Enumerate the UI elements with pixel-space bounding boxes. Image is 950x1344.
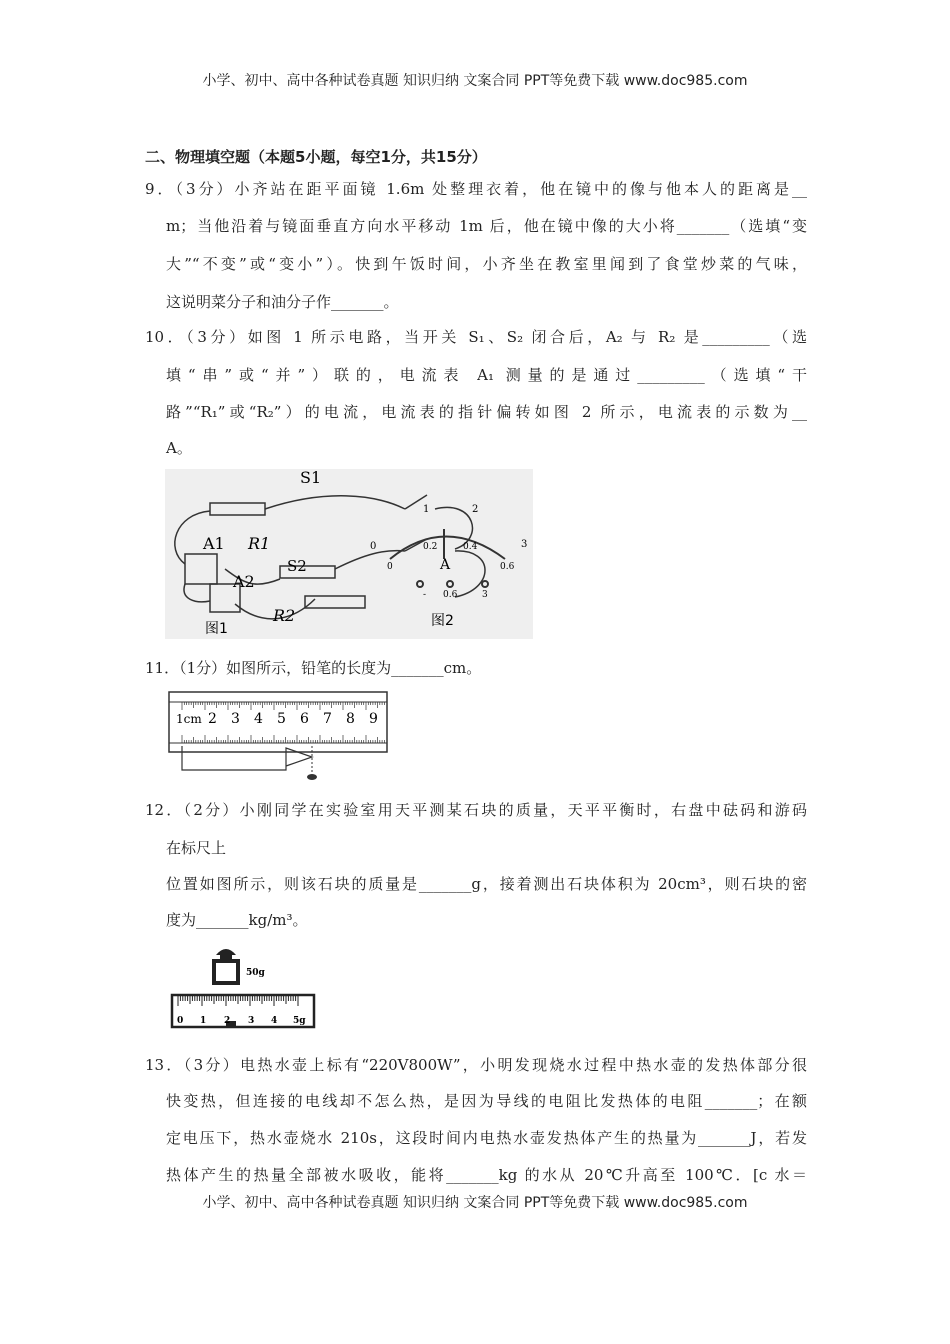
label-a1: A1 (203, 534, 225, 553)
q9-line-1: 9．（3分）小齐站在距平面镜 1.6m 处整理衣着，他在镜中的像与他本人的距离是__ (145, 180, 807, 198)
scale-label-2: 2 (224, 1016, 231, 1026)
q10-line-4: A。 (166, 439, 192, 457)
meter-btick-1: 0.2 (423, 542, 438, 552)
ruler-figure (168, 690, 390, 782)
ruler-diagram (168, 690, 390, 782)
q13-line-2: 快变热，但连接的电线却不怎么热，是因为导线的电阻比发热体的电阻_______；在额 (166, 1092, 807, 1110)
q9-line-4: 这说明菜分子和油分子作_______。 (166, 293, 399, 311)
meter-tick-0: 0 (370, 541, 377, 552)
q13-line-3: 定电压下，热水壶烧水 210s，这段时间内电热水壶发热体产生的热量为_______J，若发 (166, 1129, 807, 1147)
terminal-3: 3 (482, 590, 488, 600)
label-r2: R2 (273, 606, 296, 625)
terminal-neg: - (423, 590, 427, 600)
label-r1: R1 (248, 534, 271, 553)
scale-label-4: 4 (271, 1016, 278, 1026)
ruler-label-3: 3 (231, 711, 240, 727)
ruler-label-2: 2 (208, 711, 217, 727)
scale-label-3: 3 (248, 1016, 255, 1026)
balance-diagram (168, 943, 318, 1033)
meter-unit: A (440, 557, 451, 573)
q10-line-1: 10．（3分）如图 1 所示电路，当开关 S₁、S₂ 闭合后，A₂ 与 R₂ 是_________（选 (145, 328, 807, 346)
ruler-label-4: 4 (254, 711, 263, 727)
q12-line-2: 在标尺上 (166, 839, 227, 857)
meter-btick-0: 0 (387, 562, 393, 572)
ruler-label-6: 6 (300, 711, 309, 727)
q10-line-2: 填“串”或“并”）联的，电流表 A₁ 测量的是通过_________（选填“干 (166, 366, 807, 384)
meter-tick-3: 3 (521, 539, 528, 550)
q9-line-3: 大”“不变”或“变小”）。快到午饭时间，小齐坐在教室里闻到了食堂炒菜的气味， (166, 255, 807, 273)
q12-line-3: 位置如图所示，则该石块的质量是_______g，接着测出石块体积为 20cm³，则石块的密 (166, 875, 807, 893)
q10-line-3: 路”“R₁”或“R₂”）的电流，电流表的指针偏转如图 2 所示，电流表的示数为__ (166, 403, 807, 421)
meter-btick-3: 0.6 (500, 562, 515, 572)
ruler-label-5: 5 (277, 711, 286, 727)
circuit-diagram (165, 469, 533, 639)
q12-line-1: 12．（2分）小刚同学在实验室用天平测某石块的质量，天平平衡时，右盘中砝码和游码 (145, 801, 807, 819)
scale-label-1: 1 (200, 1016, 207, 1026)
fig1-label: 图1 (205, 621, 228, 637)
meter-btick-2: 0.4 (463, 542, 478, 552)
q12-line-4: 度为_______kg/m³。 (166, 911, 308, 929)
page-footer: 小学、初中、高中各种试卷真题 知识归纳 文案合同 PPT等免费下载 www.doc985.com (202, 1195, 748, 1211)
ruler-label-9: 9 (369, 711, 378, 727)
ruler-label-1: 1cm (176, 712, 202, 726)
ruler-label-8: 8 (346, 711, 355, 727)
scale-label-5: 5g (293, 1016, 306, 1026)
q11-line: 11．（1分）如图所示，铅笔的长度为_______cm。 (145, 659, 482, 677)
label-s1: S1 (300, 469, 322, 487)
fig2-label: 图2 (431, 613, 454, 629)
q9-line-2: m；当他沿着与镜面垂直方向水平移动 1m 后，他在镜中像的大小将_______（选填“变 (166, 217, 807, 235)
section-title: 二、物理填空题（本题5小题，每空1分，共15分） (145, 148, 487, 166)
meter-tick-1: 1 (423, 504, 430, 515)
terminal-06: 0.6 (443, 590, 458, 600)
meter-tick-2: 2 (472, 504, 479, 515)
q13-line-4: 热体产生的热量全部被水吸收，能将_______kg 的水从 20℃升高至 100℃．[c 水＝ (166, 1166, 807, 1184)
scale-label-0: 0 (177, 1016, 184, 1026)
q13-line-1: 13．（3分）电热水壶上标有“220V800W”，小明发现烧水过程中热水壶的发热体部分很 (145, 1056, 807, 1074)
label-a2: A2 (233, 572, 255, 591)
page-header: 小学、初中、高中各种试卷真题 知识归纳 文案合同 PPT等免费下载 www.doc985.com (202, 73, 748, 89)
label-s2: S2 (287, 557, 307, 575)
balance-figure (168, 943, 318, 1033)
ruler-label-7: 7 (323, 711, 332, 727)
weight-label: 50g (246, 968, 265, 978)
circuit-figure (165, 469, 533, 639)
